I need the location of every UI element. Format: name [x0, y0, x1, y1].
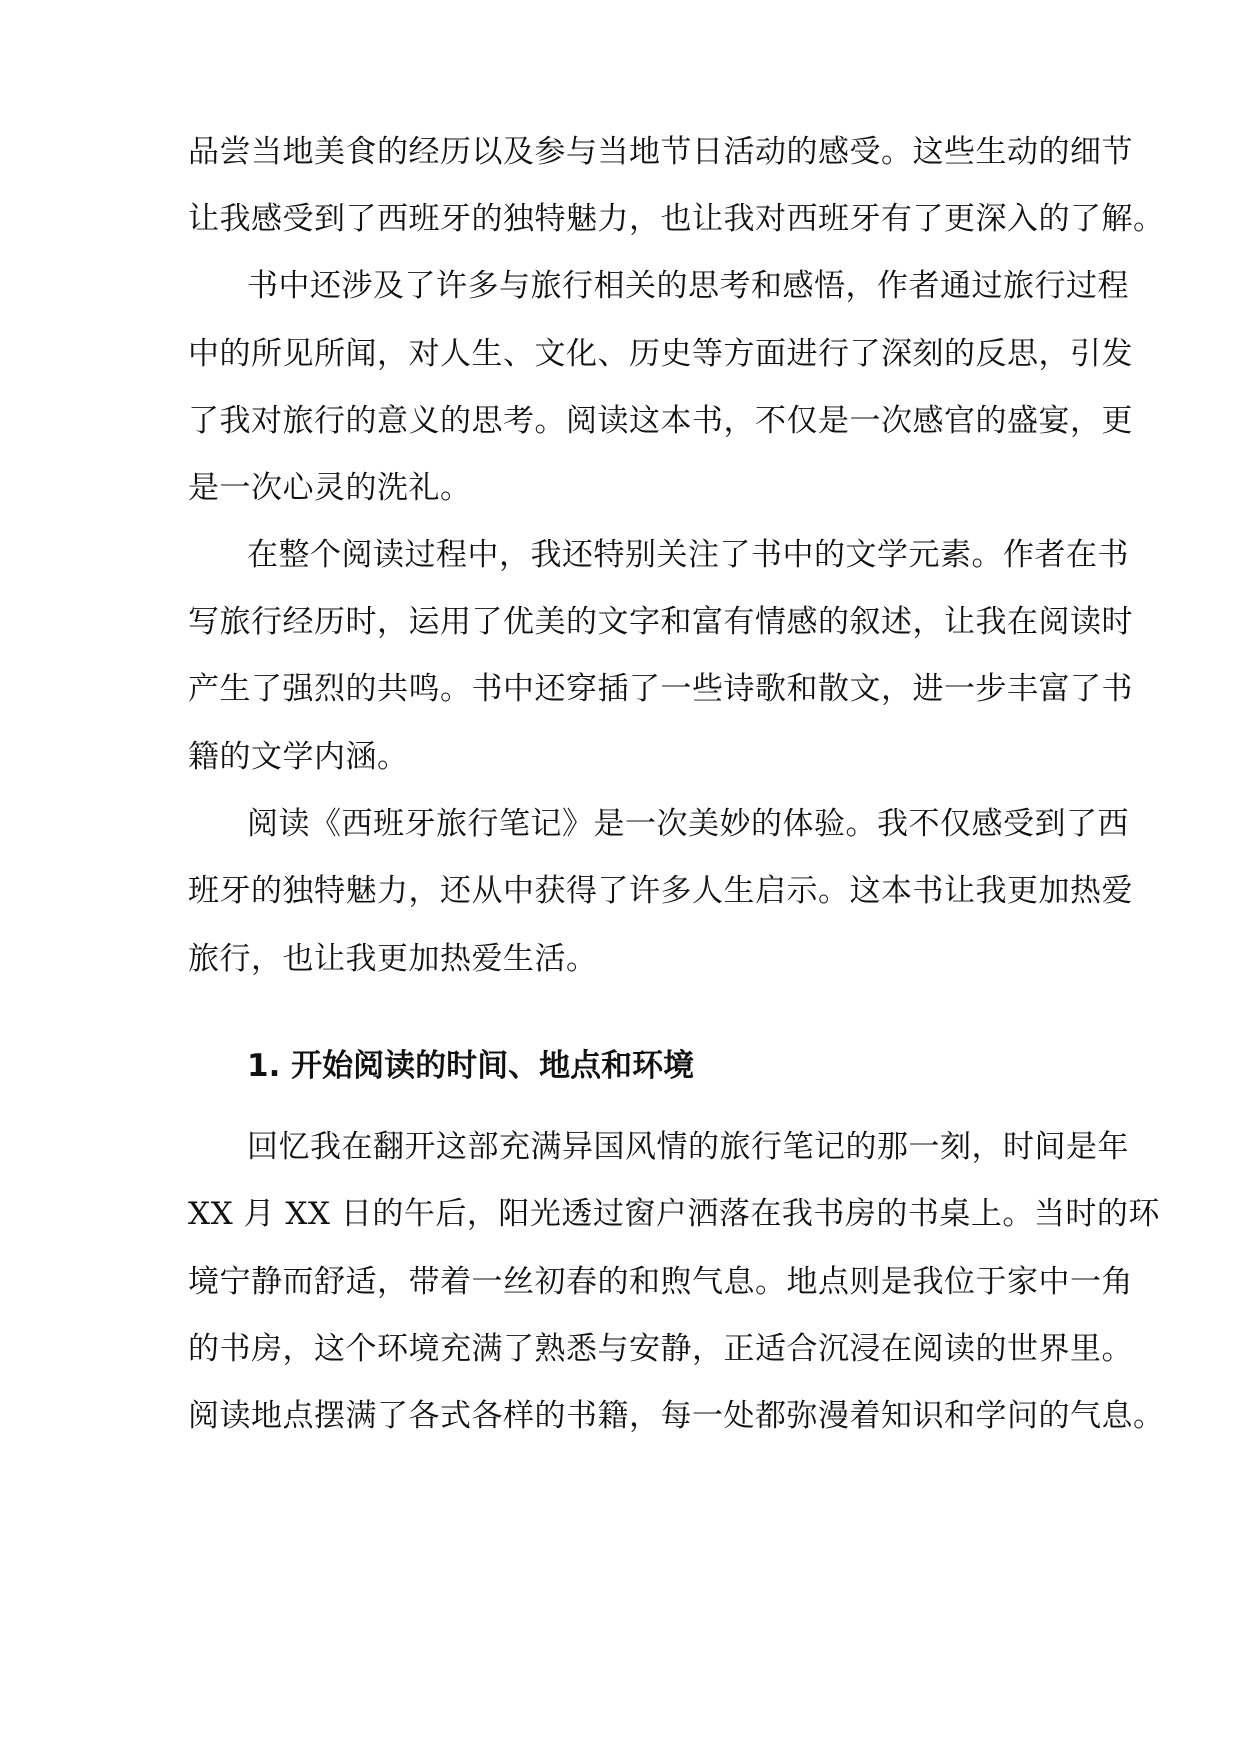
paragraph-line: 让我感受到了西班牙的独特魅力，也让我对西班牙有了更深入的了解。 [188, 201, 1165, 237]
paragraph-line: 旅行，也让我更加热爱生活。 [188, 941, 598, 977]
paragraph-line: 写旅行经历时，运用了优美的文字和富有情感的叙述，让我在阅读时 [188, 604, 1133, 640]
paragraph-line: 阅读地点摆满了各式各样的书籍，每一处都弥漫着知识和学问的气息。 [188, 1398, 1165, 1434]
paragraph-line: 产生了强烈的共鸣。书中还穿插了一些诗歌和散文，进一步丰富了书 [188, 671, 1133, 707]
paragraph-line: 境宁静而舒适，带着一丝初春的和煦气息。地点则是我位于家中一角 [188, 1264, 1133, 1300]
paragraph-line: 籍的文学内涵。 [188, 739, 409, 775]
paragraph-line: XX 月 XX 日的午后，阳光透过窗户洒落在我书房的书桌上。当时的环 [188, 1196, 1160, 1232]
paragraph-line: 的书房，这个环境充满了熟悉与安静，正适合沉浸在阅读的世界里。 [188, 1331, 1133, 1367]
paragraph-line: 书中还涉及了许多与旅行相关的思考和感悟，作者通过旅行过程 [247, 268, 1129, 304]
paragraph-line: 班牙的独特魅力，还从中获得了许多人生启示。这本书让我更加热爱 [188, 873, 1133, 909]
paragraph-line: 品尝当地美食的经历以及参与当地节日活动的感受。这些生动的细节 [188, 134, 1133, 170]
paragraph-line: 了我对旅行的意义的思考。阅读这本书，不仅是一次感官的盛宴，更 [188, 403, 1133, 439]
paragraph-line: 阅读《西班牙旅行笔记》是一次美妙的体验。我不仅感受到了西 [247, 806, 1129, 842]
section-heading: 1. 开始阅读的时间、地点和环境 [247, 1048, 695, 1084]
paragraph-line: 是一次心灵的洗礼。 [188, 470, 472, 506]
paragraph-line: 回忆我在翻开这部充满异国风情的旅行笔记的那一刻，时间是年 [247, 1129, 1129, 1165]
paragraph-line: 中的所见所闻，对人生、文化、历史等方面进行了深刻的反思，引发 [188, 336, 1133, 372]
paragraph-line: 在整个阅读过程中，我还特别关注了书中的文学元素。作者在书 [247, 537, 1129, 573]
